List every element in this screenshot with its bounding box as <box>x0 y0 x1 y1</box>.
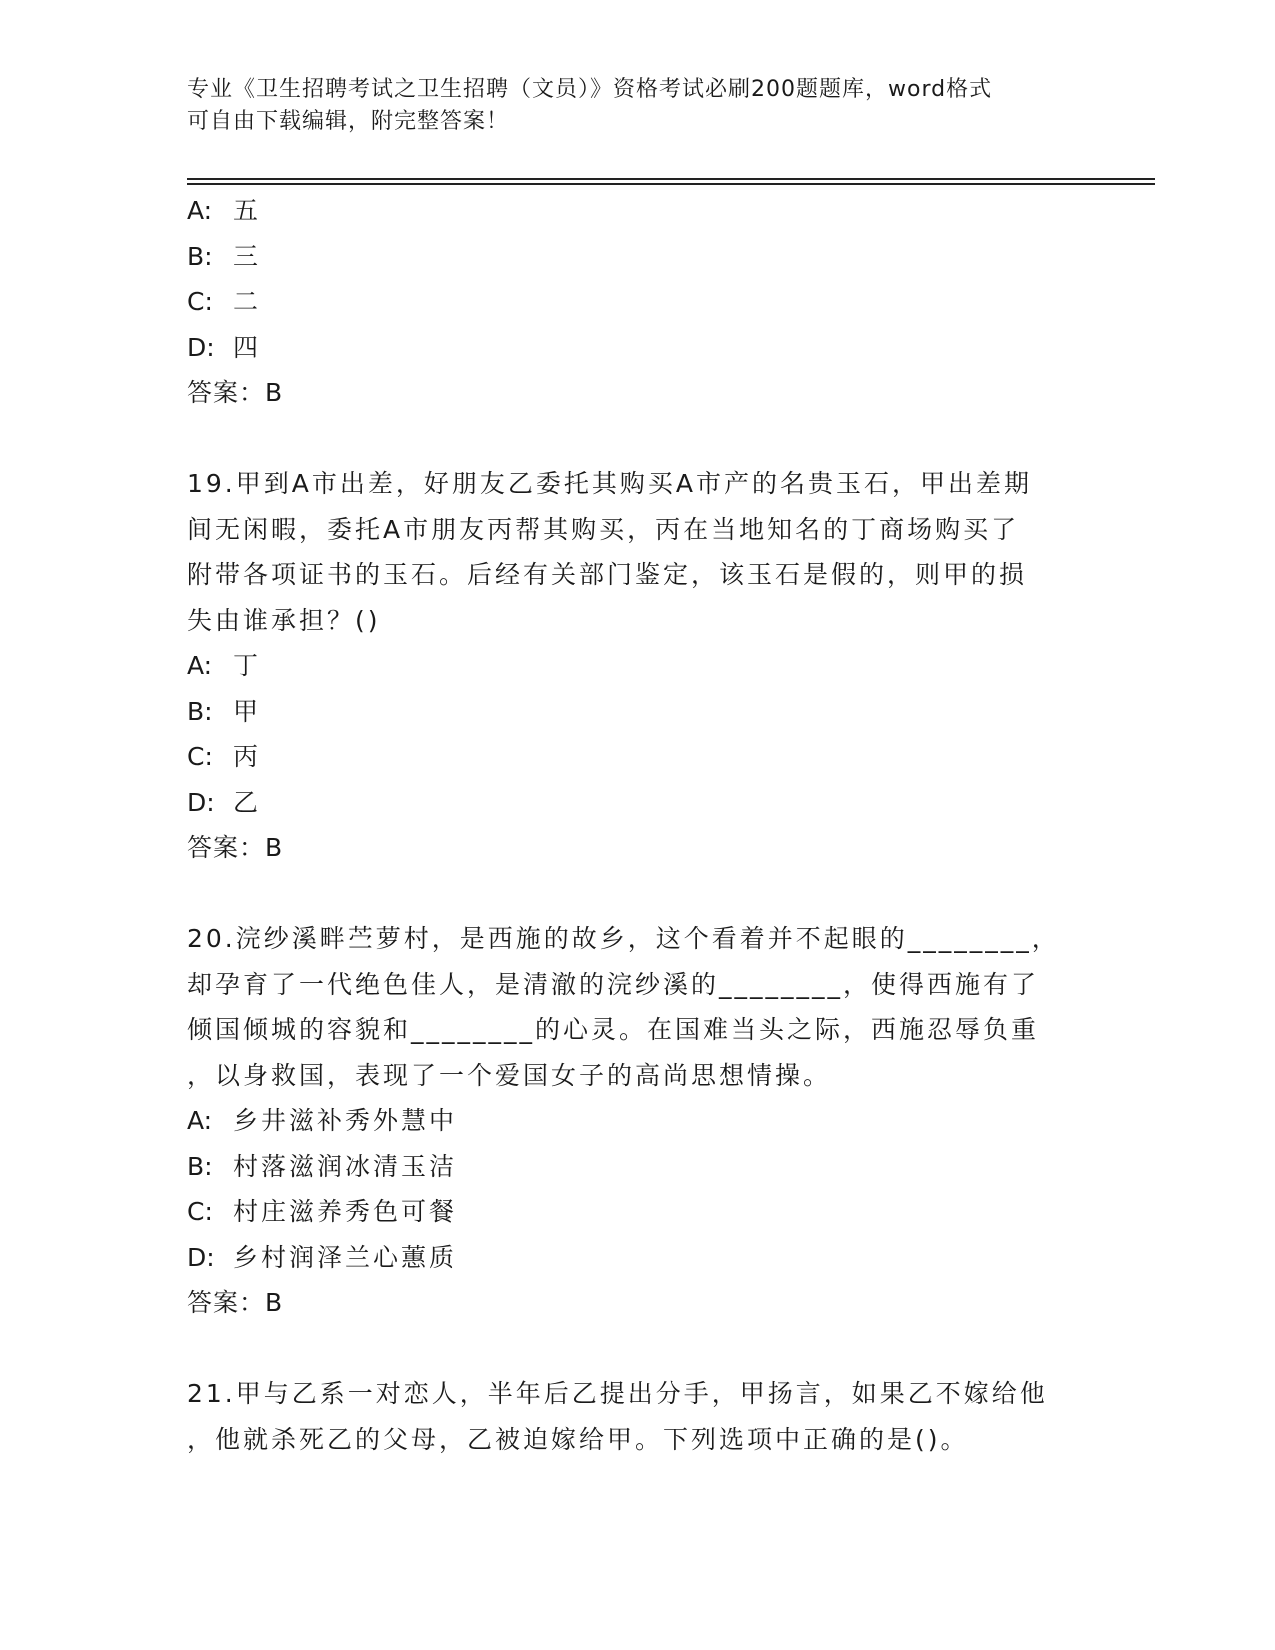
prev-question-options <box>187 188 1087 370</box>
option-d: D: 四 <box>187 332 262 362</box>
header-divider-bottom <box>187 183 1155 185</box>
option-a: A: 五 <box>187 196 262 225</box>
question-21 <box>187 1371 1087 1462</box>
question-text-line: 附带各项证书的玉石。后经有关部门鉴定，该玉石是假的，则甲的损 <box>187 560 1028 589</box>
option-c: C: 村庄滋养秀色可餐 <box>187 1197 458 1226</box>
question-text-line: 却孕育了一代绝色佳人，是清澈的浣纱溪的________，使得西施有了 <box>187 969 1040 999</box>
option-a: A: 乡井滋补秀外慧中 <box>187 1106 458 1135</box>
question-text-line: 19.甲到A市出差，好朋友乙委托其购买A市产的名贵玉石，甲出差期 <box>187 469 1032 498</box>
question-20 <box>187 916 1087 1326</box>
header-divider-top <box>187 178 1155 180</box>
question-content <box>187 188 1087 1462</box>
question-text-line: 20.浣纱溪畔苎萝村，是西施的故乡，这个看着并不起眼的________， <box>187 924 1060 953</box>
question-text-line: 倾国倾城的容貌和________的心灵。在国难当头之际，西施忍辱负重 <box>187 1015 1040 1044</box>
option-a: A: 丁 <box>187 651 262 680</box>
question-text-line: ，以身救国，表现了一个爱国女子的高尚思想情操。 <box>187 1060 832 1090</box>
option-d: D: 乙 <box>187 787 262 817</box>
question-text-line: 21.甲与乙系一对恋人，半年后乙提出分手，甲扬言，如果乙不嫁给他 <box>187 1379 1048 1408</box>
question-20-answer: 答案：B <box>187 1288 284 1317</box>
option-c: C: 二 <box>187 287 262 316</box>
option-c: C: 丙 <box>187 742 262 771</box>
document-header <box>187 74 1087 138</box>
question-19 <box>187 461 1087 871</box>
option-d: D: 乡村润泽兰心蕙质 <box>187 1242 458 1272</box>
question-text-line: 间无闲暇，委托A市朋友丙帮其购买，丙在当地知名的丁商场购买了 <box>187 514 1020 544</box>
option-b: B: 三 <box>187 241 262 271</box>
option-b: B: 甲 <box>187 696 262 726</box>
prev-question-answer: 答案：B <box>187 378 284 407</box>
question-19-answer: 答案：B <box>187 833 284 862</box>
question-text-line: 失由谁承担？() <box>187 605 381 635</box>
question-text-line: ，他就杀死乙的父母，乙被迫嫁给甲。下列选项中正确的是()。 <box>187 1424 969 1454</box>
header-line-2: 可自由下载编辑，附完整答案！ <box>187 109 510 134</box>
header-line-1: 专业《卫生招聘考试之卫生招聘（文员）》资格考试必刷200题题库，word格式 <box>187 77 993 102</box>
option-b: B: 村落滋润冰清玉洁 <box>187 1151 458 1181</box>
